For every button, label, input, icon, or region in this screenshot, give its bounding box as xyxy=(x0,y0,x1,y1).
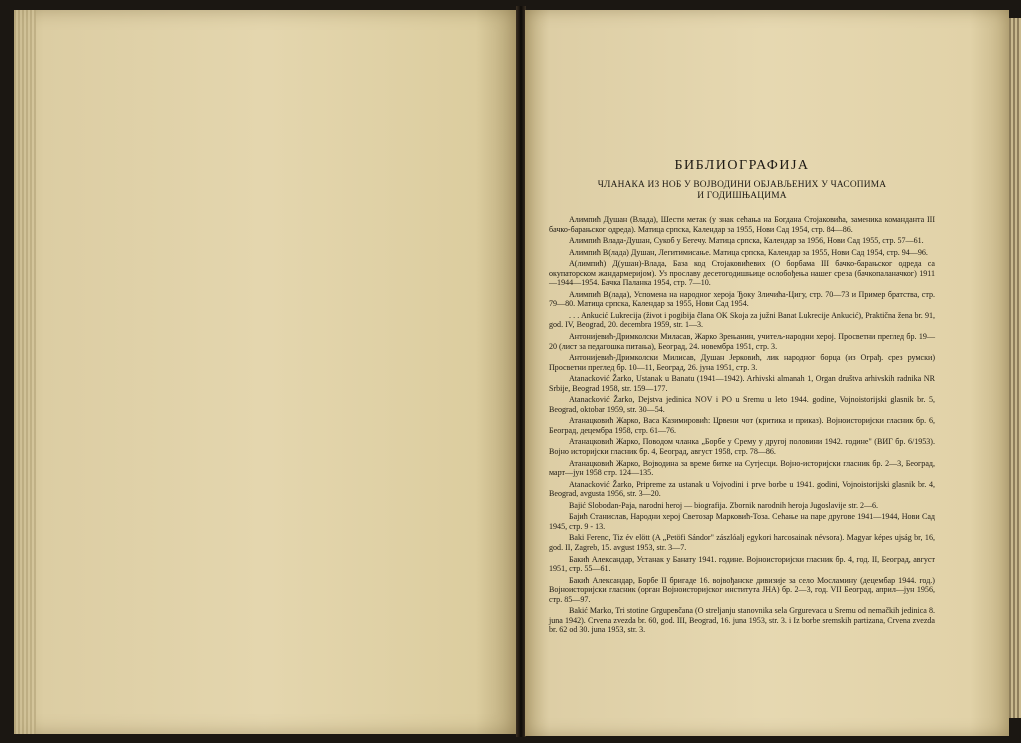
right-page-edge xyxy=(1009,18,1021,718)
bibliography-entry: Антонијевић-Дримколски Милисав, Душан Јерковић, лик народног борца (из Ограђ. срез румски) Просветни преглед бр. 10—11, Београд, 26. јуна 1951, стр. 3. xyxy=(549,353,935,372)
bibliography-entry: Атанацковић Жарко, Васа Казимировић: Црвени чот (критика и приказ). Војноисторијски гласник бр. 6, Београд, децембра 1958, стр. 61—76. xyxy=(549,416,935,435)
bibliography-content xyxy=(549,158,935,637)
page-subtitle xyxy=(549,180,935,202)
bibliography-entry: Baki Ferenc, Tiz év elött (A „Petöfi Sándor" zászlóalj egykori harcosainak névsora). Magyar képes ujság br, 16, god. II, Zagreb, 15. avgust 1953, str. 3—7. xyxy=(549,533,935,552)
entry-list xyxy=(549,215,935,635)
page-title: БИБЛИОГРАФИЈА xyxy=(674,158,810,173)
bibliography-entry: Атанацковић Жарко, Поводом чланка „Борбе у Срему у другој половини 1942. године" (ВИГ бр. 6/1953). Војно историјски гласник бр. 4, Београд, август 1958, стр. 78—86. xyxy=(549,437,935,457)
bibliography-entry: Бајић Станислав, Народни херој Светозар Марковић-Тоза. Сећање на паре другове 1941—1944, Нови Сад 1945, стр. 9 - 13. xyxy=(549,512,935,531)
bibliography-entry: Atanacković Žarko, Ustanak u Banatu (1941—1942). Arhivski almanah 1, Organ društva arhivskih radnika NR Srbije, Beograd 1958, str. 159—177. xyxy=(549,374,935,393)
bibliography-entry: Антонијевић-Дримколски Миласав, Жарко Зрењанин, учитељ-народни херој. Просветни преглед бр. 19—20 (лист за педагошка питања), Београд, 24. новембра 1951, стр. 3. xyxy=(549,332,935,351)
left-page-blank xyxy=(14,10,516,734)
bibliography-entry: . . . Ankucić Lukrecija (život i pogibija člana OK Skoja za južni Banat Lukrecije Ankucić), Praktična žena br. 91, god. IV, Beograd, 20. decembra 1959, str. 1—3. xyxy=(549,310,935,330)
bibliography-entry: Алимпић Влада-Душан, Сукоб у Бегечу. Матица српска, Календар за 1956, Нови Сад 1955, стр. 57—61. xyxy=(569,236,924,246)
bibliography-entry: Бакић Александар, Борбе II бригаде 16. војвођанске дивизије за село Мосламину (децембар 1944. год.) Војноисторијски гласник (орган Војноисторијског института ЈНА) бр. 2—3, год. VII Београд, април—јун 1956, стр. 85—97. xyxy=(549,575,935,604)
bibliography-entry: Atanacković Žarko, Dejstva jedinica NOV i PO u Sremu u leto 1944. godine, Vojnoistorijski glasnik br. 5, Beograd, oktobar 1959, str. 30—54. xyxy=(549,395,935,414)
bibliography-entry: А(лимпић) Д(ушан)-Влада, База код Стојаковићевих (О борбама III бачко-барањског одреда са окупаторском жандармеријом). Уз прославу десетогодишњице ослобођења нашег среза (бачкопаланачког) 1911—1944—1954. Бачка Паланка 1954, стр. 7—10. xyxy=(549,259,935,288)
left-page-edge xyxy=(14,10,36,734)
bibliography-entry: Алимпић В(лада), Успомена на народног хероја Ђоку Зличића-Цигу, стр. 70—73 и Пример братства, стр. 79—80. Матица српска, Календар за 1955, Нови Сад 1954. xyxy=(549,289,935,309)
subtitle-line-1: ЧЛАНАКА ИЗ НОБ У ВОЈВОДИНИ ОБЈАВЉЕНИХ У ЧАСОПИМА xyxy=(597,180,887,190)
bibliography-entry: Алимпић Душан (Влада), Шести метак (у знак сећања на Богдана Стојаковића, заменика команданта III бачко-барањског одреда). Матица српска, Календар за 1955, Нови Сад 1954, стр. 84—86. xyxy=(549,215,935,234)
bibliography-entry: Atanacković Žarko, Pripreme za ustanak u Vojvodini i prve borbe u 1941. godini, Vojnoistorijski glasnik br. 4, Beograd, avgusta 1956, str. 3—20. xyxy=(549,479,935,499)
bibliography-entry: Алимпић В(лада) Душан, Легитимисање. Матица српска, Календар за 1955, Нови Сад 1954, стр. 94—96. xyxy=(569,247,928,257)
bibliography-entry: Бакић Александар, Устанак у Банату 1941. године. Војноисторијски гласник бр. 4, год. II, Београд, август 1951, стр. 55—61. xyxy=(549,554,935,574)
bibliography-entry: Bakić Marko, Tri stotine Grguревčana (O streljanju stanovnika sela Grgurevaca u Sremu od nemačkih jedinica 8. juna 1942). Crvena zvezda br. 60, god. III, Beograd, 16. juna 1953, str. 3. i Iz borbe sremskih partizana, Crvena zvezda br. 62 od 30. juna 1953, str. 3. xyxy=(549,606,935,635)
bibliography-entry: Атанацковић Жарко, Војводина за време битке на Сутјесци. Војно-историјски гласник бр. 2—3, Београд, март—јун 1958 стр. 124—135. xyxy=(549,458,935,478)
subtitle-line-2: И ГОДИШЊАЦИМА xyxy=(697,191,787,201)
bibliography-entry: Bajić Slobodan-Paja, narodni heroj — biografija. Zbornik narodnih heroja Jugoslavije str. 2—6. xyxy=(569,500,879,510)
